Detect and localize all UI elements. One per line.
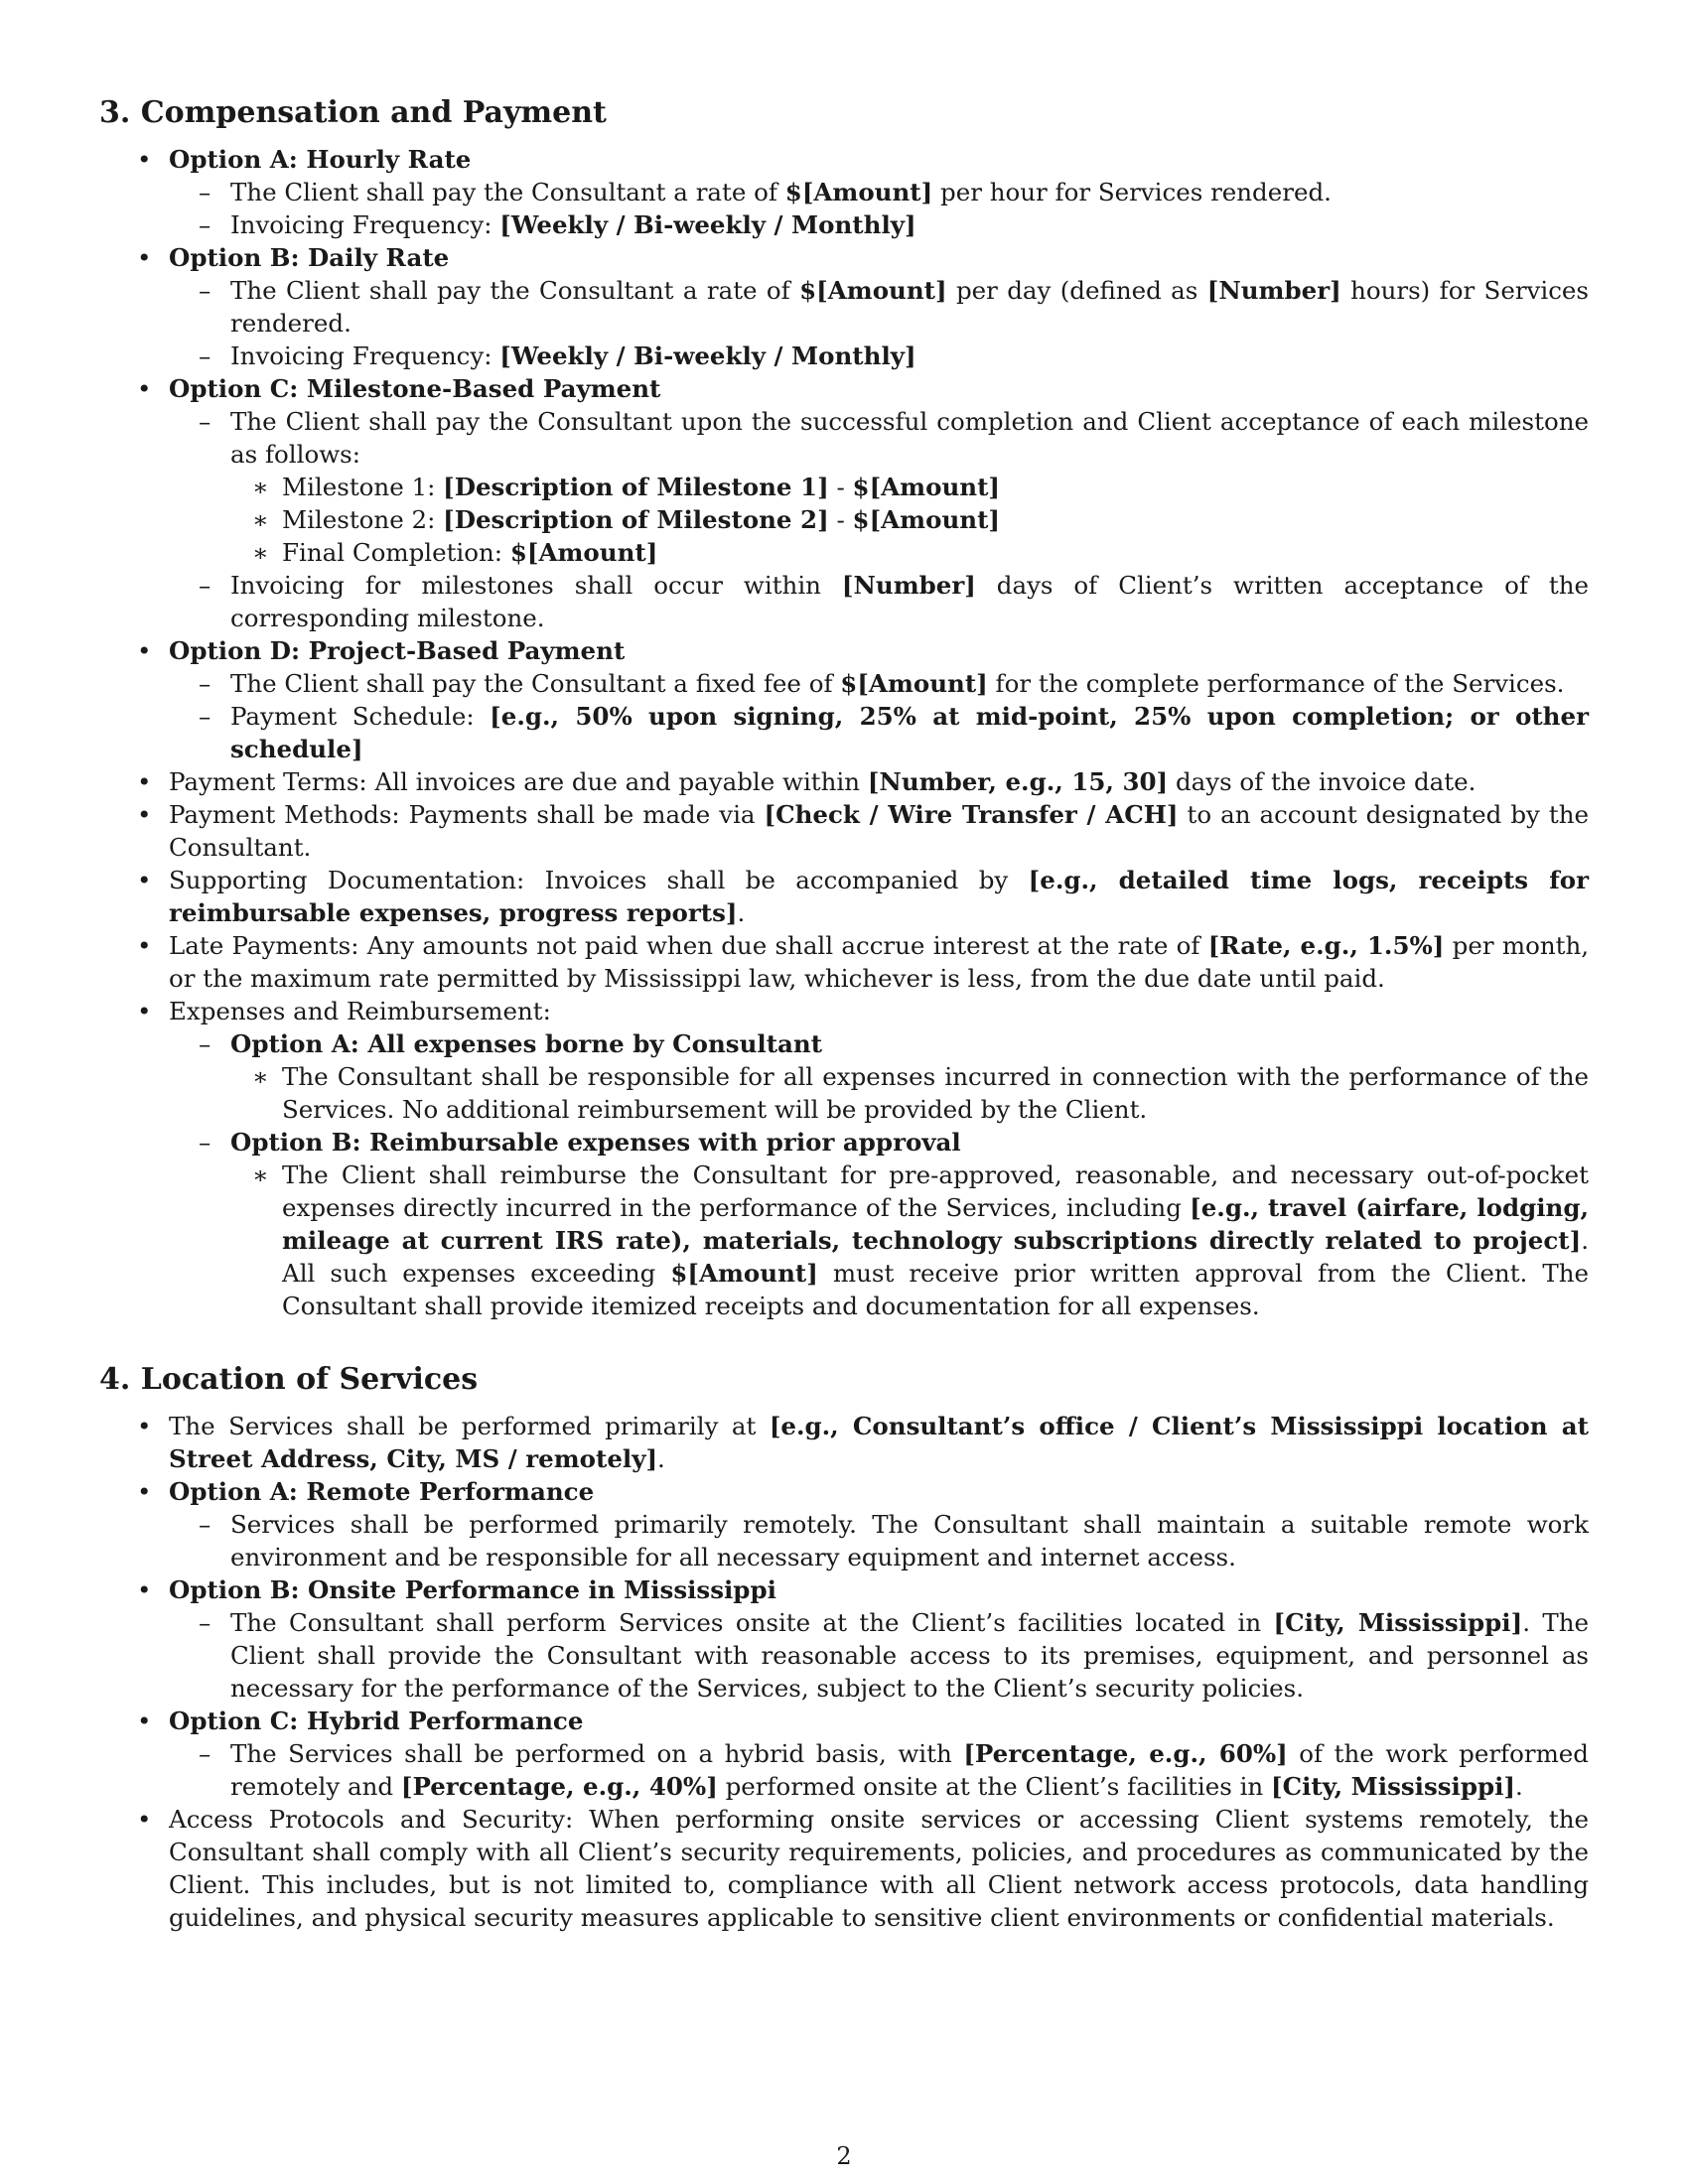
- text: -: [828, 473, 853, 501]
- list-item: [169, 700, 1589, 765]
- list-item: [169, 1737, 1589, 1803]
- text: Supporting Documentation: Invoices shall be accompanied by: [169, 866, 1029, 894]
- list-item: [99, 143, 1589, 241]
- list-item: [230, 536, 1589, 569]
- list-item: [169, 667, 1589, 700]
- text: .: [657, 1444, 665, 1473]
- text: The Services shall be performed primarily at: [169, 1412, 770, 1440]
- bold-text: [e.g., Consultant’s office / Client’s Mississippi location at Street Address, City, MS / remotely]: [169, 1412, 1589, 1473]
- text: Payment Schedule:: [230, 702, 491, 731]
- text: The Client shall pay the Consultant a fixed fee of: [230, 669, 841, 698]
- text: The Consultant shall be responsible for all expenses incurred in connection with the performance of the Services. No additional reimbursement will be provided by the Client.: [282, 1062, 1589, 1124]
- bold-text: $[Amount]: [840, 669, 988, 698]
- text: Payment Methods: Payments shall be made via: [169, 800, 765, 829]
- bold-text: [City, Mississippi]: [1270, 1772, 1516, 1801]
- bold-text: [Number]: [1206, 276, 1341, 305]
- list-item: [99, 1475, 1589, 1573]
- text: Invoicing Frequency:: [230, 341, 500, 370]
- text: per month, or the maximum rate permitted by Mississippi law, whichever is less, from the due date until paid.: [169, 931, 1590, 993]
- page-number: 2: [836, 2142, 852, 2170]
- bold-text: Option A: Remote Performance: [169, 1477, 595, 1506]
- text: performed onsite at the Client’s facilities in: [717, 1772, 1271, 1801]
- list-item: [169, 405, 1589, 569]
- list-item: [169, 1027, 1589, 1126]
- list-item: [230, 1060, 1589, 1126]
- text: days of Client’s written acceptance of the corresponding milestone.: [230, 571, 1589, 632]
- bold-text: Option B: Reimbursable expenses with prior approval: [230, 1128, 961, 1157]
- bold-text: [Weekly / Bi-weekly / Monthly]: [499, 210, 916, 239]
- bold-text: [Check / Wire Transfer / ACH]: [764, 800, 1179, 829]
- sub-list: [230, 1060, 1589, 1126]
- sub-list: [169, 1027, 1589, 1322]
- bold-text: $[Amount]: [799, 276, 947, 305]
- bold-text: Option C: Hybrid Performance: [169, 1706, 584, 1735]
- bold-text: $[Amount]: [509, 538, 658, 567]
- list-item: [169, 208, 1589, 241]
- text: hours) for Services rendered.: [230, 276, 1589, 338]
- list-item: [169, 1606, 1589, 1705]
- sub-list: [230, 1159, 1589, 1322]
- text: . All such expenses exceeding: [282, 1226, 1589, 1288]
- list-item: [99, 995, 1589, 1322]
- text: per hour for Services rendered.: [932, 178, 1332, 206]
- text: Access Protocols and Security: When performing onsite services or accessing Client systems remotely, the Consultant shall comply with all Client’s security requirements, policies, and procedures as communicated by the Client. This includes, but is not limited to, compliance with all Client network access protocols, data handling guidelines, and physical security measures applicable to sensitive client environments or confidential materials.: [169, 1805, 1589, 1932]
- list-item: [99, 241, 1589, 372]
- list-item: [99, 864, 1589, 929]
- text: . The Client shall provide the Consultant with reasonable access to its premises, equipment, and personnel as necessary for the performance of the Services, subject to the Client’s security policies.: [230, 1608, 1589, 1703]
- bold-text: [Number, e.g., 15, 30]: [867, 767, 1169, 796]
- bold-text: $[Amount]: [852, 505, 1000, 534]
- list-item: [99, 372, 1589, 634]
- bold-text: $[Amount]: [784, 178, 933, 206]
- list-item: [99, 929, 1589, 995]
- bold-text: Option B: Daily Rate: [169, 243, 450, 272]
- bold-text: $[Amount]: [852, 473, 1000, 501]
- bold-text: Option A: All expenses borne by Consultant: [230, 1029, 823, 1058]
- text: The Client shall pay the Consultant upon the successful completion and Client acceptance of each milestone as follows:: [230, 407, 1589, 469]
- list-item: [169, 569, 1589, 634]
- list-item: [99, 1573, 1589, 1705]
- bold-text: [Weekly / Bi-weekly / Monthly]: [499, 341, 916, 370]
- bold-text: [e.g., 50% upon signing, 25% at mid-point, 25% upon completion; or other schedule]: [230, 702, 1589, 763]
- text: Milestone 2:: [282, 505, 444, 534]
- text: Final Completion:: [282, 538, 510, 567]
- text: Late Payments: Any amounts not paid when due shall accrue interest at the rate of: [169, 931, 1208, 960]
- list-item: [230, 471, 1589, 503]
- bold-text: [Description of Milestone 2]: [443, 505, 829, 534]
- list-item: [99, 1705, 1589, 1803]
- text: days of the invoice date.: [1168, 767, 1477, 796]
- bold-text: [City, Mississippi]: [1273, 1608, 1523, 1637]
- bold-text: Option A: Hourly Rate: [169, 145, 472, 174]
- text: for the complete performance of the Services.: [987, 669, 1565, 698]
- section-heading: 4. Location of Services: [99, 1362, 479, 1397]
- text: Payment Terms: All invoices are due and payable within: [169, 767, 868, 796]
- bold-text: [e.g., detailed time logs, receipts for reimbursable expenses, progress reports]: [169, 866, 1589, 927]
- section-compensation: [99, 93, 1589, 1322]
- section-list: [99, 143, 1589, 1322]
- text: Milestone 1:: [282, 473, 444, 501]
- bold-text: [Percentage, e.g., 40%]: [400, 1772, 718, 1801]
- text: Expenses and Reimbursement:: [169, 997, 551, 1025]
- text: .: [1515, 1772, 1523, 1801]
- section-location: [99, 1360, 1589, 1934]
- text: must receive prior written approval from the Client. The Consultant shall provide itemized receipts and documentation for all expenses.: [282, 1259, 1590, 1320]
- sub-list: [169, 176, 1589, 241]
- section-heading: 3. Compensation and Payment: [99, 95, 607, 130]
- list-item: [99, 765, 1589, 798]
- bold-text: $[Amount]: [670, 1259, 818, 1288]
- sub-list: [230, 471, 1589, 569]
- text: The Client shall pay the Consultant a rate of: [230, 178, 785, 206]
- sub-list: [169, 274, 1589, 372]
- list-item: [169, 1126, 1589, 1322]
- list-item: [169, 1508, 1589, 1573]
- sub-list: [169, 1508, 1589, 1573]
- bold-text: Option B: Onsite Performance in Mississippi: [169, 1575, 776, 1604]
- list-item: [99, 798, 1589, 864]
- list-item: [169, 176, 1589, 208]
- sub-list: [169, 1737, 1589, 1803]
- list-item: [169, 274, 1589, 340]
- text: The Client shall pay the Consultant a rate of: [230, 276, 800, 305]
- text: to an account designated by the Consultant.: [169, 800, 1589, 862]
- sub-list: [169, 667, 1589, 765]
- text: Services shall be performed primarily remotely. The Consultant shall maintain a suitable remote work environment and be responsible for all necessary equipment and internet access.: [230, 1510, 1589, 1571]
- bold-text: Option D: Project-Based Payment: [169, 636, 626, 665]
- text: .: [737, 898, 746, 927]
- text: Invoicing Frequency:: [230, 210, 500, 239]
- sub-list: [169, 1606, 1589, 1705]
- list-item: [230, 503, 1589, 536]
- text: Invoicing for milestones shall occur within: [230, 571, 842, 600]
- list-item: [99, 634, 1589, 765]
- list-item: [99, 1803, 1589, 1934]
- text: The Client shall reimburse the Consultant for pre-approved, reasonable, and necessary out-of-pocket expenses directly incurred in the performance of the Services, including: [282, 1160, 1589, 1222]
- bold-text: [e.g., travel (airfare, lodging, mileage at current IRS rate), materials, technology subscriptions directly related to project]: [282, 1193, 1590, 1255]
- list-item: [230, 1159, 1589, 1322]
- bold-text: [Percentage, e.g., 60%]: [963, 1739, 1288, 1768]
- list-item: [169, 340, 1589, 372]
- text: The Services shall be performed on a hybrid basis, with: [230, 1739, 964, 1768]
- list-item: [99, 1410, 1589, 1475]
- text: per day (defined as: [946, 276, 1207, 305]
- bold-text: [Number]: [841, 571, 976, 600]
- sub-list: [169, 405, 1589, 634]
- document-page: [99, 93, 1589, 1934]
- text: The Consultant shall perform Services onsite at the Client’s facilities located in: [230, 1608, 1274, 1637]
- text: of the work performed remotely and: [230, 1739, 1589, 1801]
- bold-text: [Rate, e.g., 1.5%]: [1207, 931, 1445, 960]
- section-list: [99, 1410, 1589, 1934]
- text: -: [828, 505, 853, 534]
- bold-text: [Description of Milestone 1]: [443, 473, 829, 501]
- bold-text: Option C: Milestone-Based Payment: [169, 374, 661, 403]
